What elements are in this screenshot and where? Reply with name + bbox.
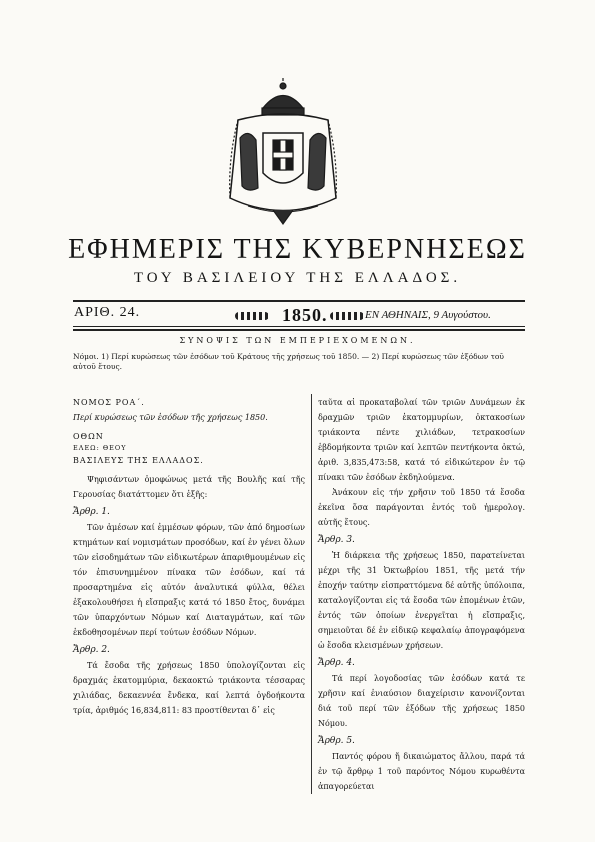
- article-1-text: Τῶν ἀμέσων καί ἐμμέσων φόρων, τῶν ἀπό δημοσίων κτημάτων καί νομισμάτων προσόδων, καί ἐν γένει ὅλων τῶν εἰσοδημάτων τῶν εἰδικωτέρων ἀπαριθμουμένων εἰς τόν ἐπισυνημμένον πίνακα τῶν ἐσόδων, καί τά προσαρτημένα εἰς αὐτόν ἀναλυτικά φύλλα, θέλει ἐξακολουθήσει ἡ εἴσπραξις κατά τό 1850 ἔτος, δυνάμει τῶν ὑπαρχόντων Νόμων καί Διαταγμάτων, καί τῶν ἐκδοθησομένων περί τούτων ἐσόδων Νόμων.: [73, 523, 305, 637]
- preamble: Ψηφισάντων ὁμοφώνως μετά τῆς Βουλῆς καί τῆς Γερουσίας διατάττομεν ὅτι ἑξῆς:: [73, 475, 305, 499]
- issue-date: ΕΝ ΑΘΗΝΑΙΣ, 9 Αυγούστου.: [365, 309, 491, 321]
- gazette-subtitle: ΤΟΥ ΒΑΣΙΛΕΙΟΥ ΤΗΣ ΕΛΛΑΔΟΣ.: [133, 270, 462, 286]
- issue-year: 1850.: [282, 305, 328, 325]
- article-4-heading: Ἄρθρ. 4.: [318, 658, 355, 668]
- grace-of-god: ΕΛΕΩ: ΘΕΟΥ: [73, 444, 127, 452]
- article-5-text: Παντός φόρου ἤ δικαιώματος ἄλλου, παρά τά ἐν τῷ ἄρθρῳ 1 τοῦ παρόντος Νόμου κυρωθέντα ἀπαγορεύεται: [318, 752, 525, 791]
- gazette-title: ΕΦΗΜΕΡΙΣ ΤΗΣ ΚΥΒΕΡΝΗΣΕΩΣ: [68, 234, 527, 265]
- top-rule: [73, 300, 525, 302]
- synopsis-heading: ΣΥΝΟΨΙΣ ΤΩΝ ΕΜΠΕΡΙΕΧΟΜΕΝΩΝ.: [179, 336, 416, 345]
- article-3-heading: Ἄρθρ. 3.: [318, 535, 355, 545]
- issue-number: ΑΡΙΘ. 24.: [74, 305, 141, 320]
- synopsis-text: Νόμοι. 1) Περί κυρώσεως τῶν ἐσόδων τοῦ Κράτους τῆς χρήσεως τοῦ 1850. — 2) Περί κυρώσεως τῶν ἐξόδων τοῦ αὐτοῦ ἔτους.: [73, 352, 504, 371]
- article-2-heading: Ἄρθρ. 2.: [73, 645, 110, 655]
- king-title: ΒΑΣΙΛΕΥΣ ΤΗΣ ΕΛΛΑΔΟΣ.: [73, 456, 204, 465]
- ornament-left: [235, 312, 269, 320]
- royal-coat-of-arms: [218, 78, 348, 228]
- ornament-right: [330, 312, 364, 320]
- continued-text: ταῦτα αἱ προκαταβολαί τῶν τριῶν Δυνάμεων ἐκ δραχμῶν τριῶν ἑκατομμυρίων, ὀκτακοσίων τριάκοντα πέντε χιλιάδων, τετρακοσίων ἑβδομήκοντα τριῶν καί λεπτῶν πεντήκοντα ὀκτώ, ἀριθ. 3,835,473:58, κατά τό εἰδικώτερον ἐν τῷ πίνακι τῶν ἐσόδων ἐκδηλούμενα.: [318, 398, 525, 482]
- mid-rule-thin: [73, 326, 525, 327]
- left-column: [73, 395, 305, 718]
- article-1-heading: Ἄρθρ. 1.: [73, 507, 110, 517]
- law-title: ΝΟΜΟΣ ΡΟΑ΄.: [73, 398, 145, 407]
- law-subject: Περί κυρώσεως τῶν ἐσόδων τῆς χρήσεως 1850.: [73, 413, 268, 422]
- continued-text-2: Ἀνάκουν εἰς τήν χρῆσιν τοῦ 1850 τά ἔσοδα ἐκεῖνα ὅσα παράγονται ἐντός τοῦ ἡμερολογ. αὐτῆς ἔτους.: [318, 488, 525, 527]
- article-5-heading: Ἄρθρ. 5.: [318, 736, 355, 746]
- article-3-text: Ἡ διάρκεια τῆς χρήσεως 1850, παρατείνεται μέχρι τῆς 31 Ὀκτωβρίου 1851, τῆς μετά τήν ἐποχήν ταύτην εἰσπραττόμενα δέ αὐτῆς ὑπόλοιπα, καταλογίζονται εἰς τά ἔσοδα τῶν ἑπομένων ἐτῶν, ἐντός τῶν ὁποίων ἐνεργεῖται ἡ εἴσπραξις, σημειοῦται δέ ἐν εἰδικῷ κεφαλαίῳ ἀπογραφόμενα ὡ ἔσοδα κλεισμένων χρήσεων.: [318, 551, 525, 650]
- article-4-text: Τά περί λογοδοσίας τῶν ἐσόδων κατά τε χρῆσιν καί ἐνιαύσιον διαχείρισιν κανονίζονται διά τοῦ περί τῶν ἐξόδων τῆς χρήσεως 1850 Νόμου.: [318, 674, 525, 728]
- king-name: ΟΘΩΝ: [73, 432, 104, 441]
- right-column: [318, 395, 525, 794]
- article-2-text: Τά ἔσοδα τῆς χρήσεως 1850 ὑπολογίζονται εἰς δραχμάς ἑκατομμύρια, δεκαοκτώ τριάκοντα τέσσαρας χιλιάδας, δεκαεννέα ἔνδεκα, καί λεπτά ὀγδοήκοντα τρία, ἀριθμός 16,834,811: 83 προστίθενται δ᾽ εἰς: [73, 661, 305, 715]
- column-divider: [311, 394, 312, 794]
- mid-rule-thick: [73, 329, 525, 331]
